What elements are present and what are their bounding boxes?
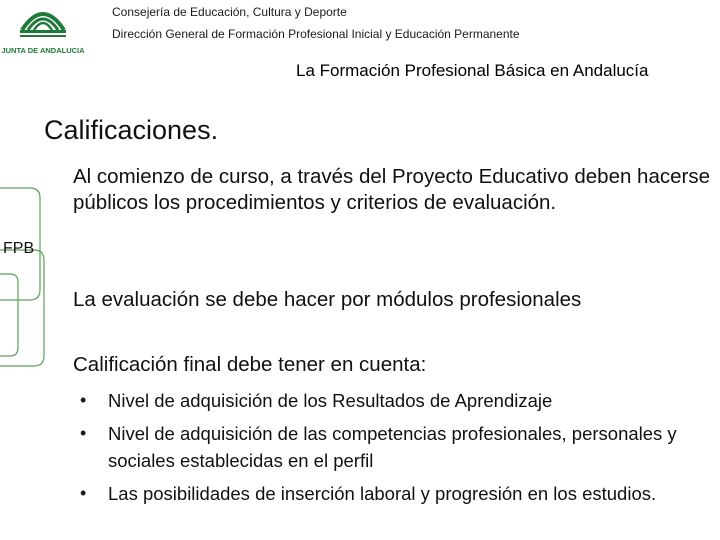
paragraph-evaluacion: La evaluación se debe hacer por módulos profesionales (73, 288, 582, 311)
slide-subtitle: La Formación Profesional Básica en Andalucía (296, 61, 649, 80)
slide-title: Calificaciones. (44, 115, 219, 145)
bullet-text-resultados: Nivel de adquisición de los Resultados de Aprendizaje (108, 390, 553, 411)
paragraph-curso: Al comienzo de curso, a través del Proyecto Educativo deben hacerse públicos los procedimientos y criterios de evaluación. (73, 165, 710, 214)
header-department: Consejería de Educación, Cultura y Deporte (112, 5, 347, 19)
paragraph-calificacion: Calificación final debe tener en cuenta: (73, 353, 427, 376)
bullet-marker: • (80, 483, 87, 503)
junta-de-andalucia-logo (1, 4, 85, 58)
decorative-outline-shapes (0, 180, 56, 370)
bullet-text-insercion: Las posibilidades de inserción laboral y progresión en los estudios. (108, 483, 657, 504)
bullet-text-competencias: Nivel de adquisición de las competencias profesionales, personales y sociales establecidas en el perfil (108, 423, 677, 471)
fpb-label: FPB (3, 240, 35, 257)
svg-text:JUNTA DE ANDALUCIA: JUNTA DE ANDALUCIA (1, 46, 85, 55)
bullet-marker: • (80, 423, 87, 443)
header-directorate: Dirección General de Formación Profesional Inicial y Educación Permanente (112, 27, 520, 41)
bullet-marker: • (80, 390, 87, 410)
